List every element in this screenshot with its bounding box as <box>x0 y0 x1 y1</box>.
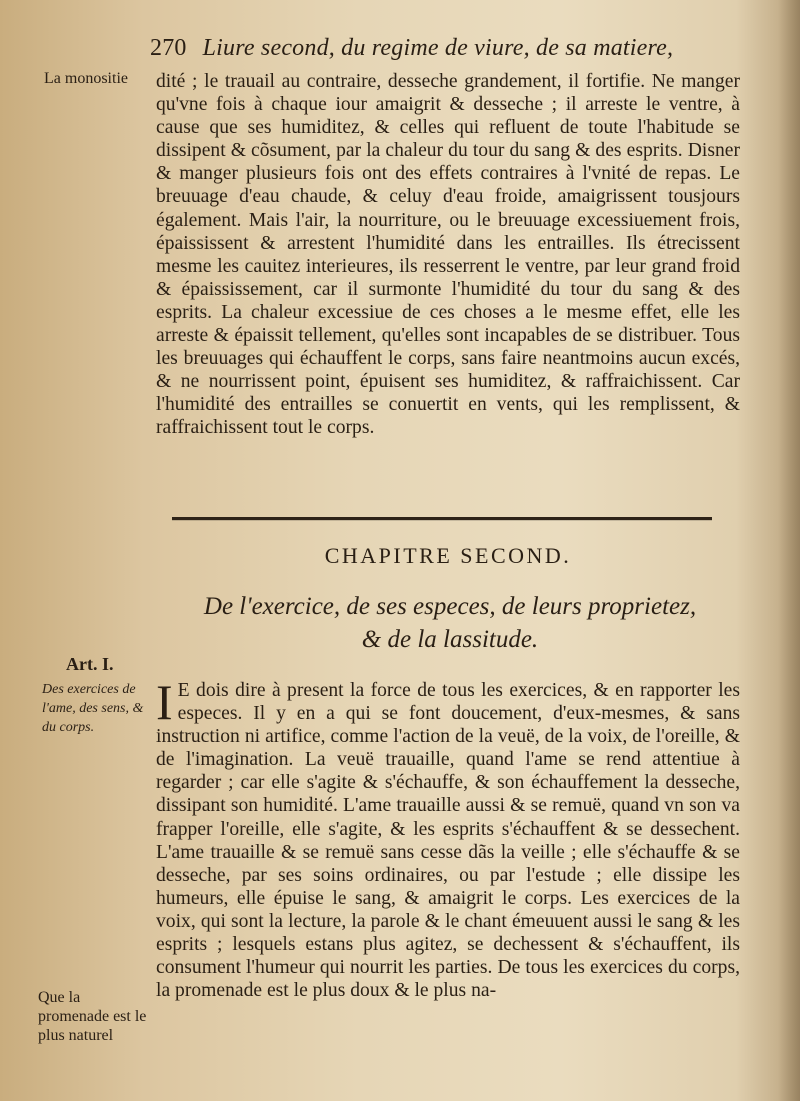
drop-cap: I <box>156 674 173 730</box>
running-header <box>150 35 780 62</box>
paragraph-1: dité ; le trauail au contraire, desseche grandement, il fortifie. Ne manger qu'vne fois à chaque iour amaigrit & desseche ; il arreste le ventre, à cause que ses humiditez, & celles qui refluent de toute l'habitude se dissipent & cõsument, par la chaleur du tour du sang & des esprits. Disner & manger plusieurs fois ont des effets contraires à l'vnité de repas. Le breuuage d'eau chaude, & celuy d'eau froide, amaigrissent tousjours également. Mais l'air, la nourriture, ou le breuuage excessiuement frois, épaississent & arrestent l'humidité dans les entrailles. Ils étrecissent mesme les cauitez interieures, ils resserrent le ventre, par leur grand froid & épaississement, car il surmonte l'humidité du tour du sang & des esprits. La chaleur excessiue de ces choses a le mesme effet, elle les arreste & épaissit tellement, qu'elles sont incapables de se distribuer. Tous les breuuages qui échauffent le corps, sans faire neantmoins aucun excés, & ne nourrissent point, épuisent ses humiditez, & raffraichissent. Car l'humidité des entrailles se conuertit en vents, qui les remplissent, & raffraichissent tout le corps. <box>156 71 740 439</box>
running-title: Liure second, du regime de viure, de sa matiere, <box>202 35 674 61</box>
margin-note-bottom: Que la promenade est le plus naturel <box>38 989 147 1044</box>
page-number: 270 <box>150 35 187 61</box>
article-label: Art. I. <box>66 654 114 674</box>
paragraph-2-text: E dois dire à present la force de tous les exercices, & en rapporter les especes. Il y en a qui se font doucement, d'eux-mesmes, & sans instruction ni artifice, comme l'action de la veuë, de la voix, de l'oreille, & de l'imagination. La veuë trauaille, quand l'ame se rend attentiue à regarder ; car elle s'agite & s'échauffe, & son échauffement la desseche, dissipant son humidité. L'ame trauaille aussi & se remuë, quand vn son va frapper l'oreille, elle s'agite, & les esprits s'échauffent & se dessechent. L'ame trauaille & se remuë sans cesse dãs la veille ; elle s'échauffe & se desseche, par ses soins ordinaires, ou par l'estude ; elle dissipe les humeurs, elle épuise le sang, & amaigrit le corps. Les exercices de la voix, qui sont la lecture, la parole & le chant émeuuent aussi le sang & les esprits ; lesquels estans plus agitez, se dechessent & s'échauffent, ils consument l'humeur qui nourrit les parties. De tous les exercices du corps, la promenade est le plus doux & le plus na- <box>156 680 740 1002</box>
margin-note-top: La monositie <box>44 70 128 87</box>
chapter-subtitle-line-2: & de la lassitude. <box>361 626 539 653</box>
paragraph-2 <box>156 674 740 1002</box>
chapter-heading: CHAPITRE SECOND. <box>324 543 572 568</box>
chapter-subtitle-line-1: De l'exercice, de ses especes, de leurs proprietez, <box>203 593 697 620</box>
chapter-subtitle <box>150 590 750 656</box>
article-margin-note: Des exercices de l'ame, des sens, & du corps. <box>42 682 144 735</box>
section-divider <box>172 517 712 520</box>
